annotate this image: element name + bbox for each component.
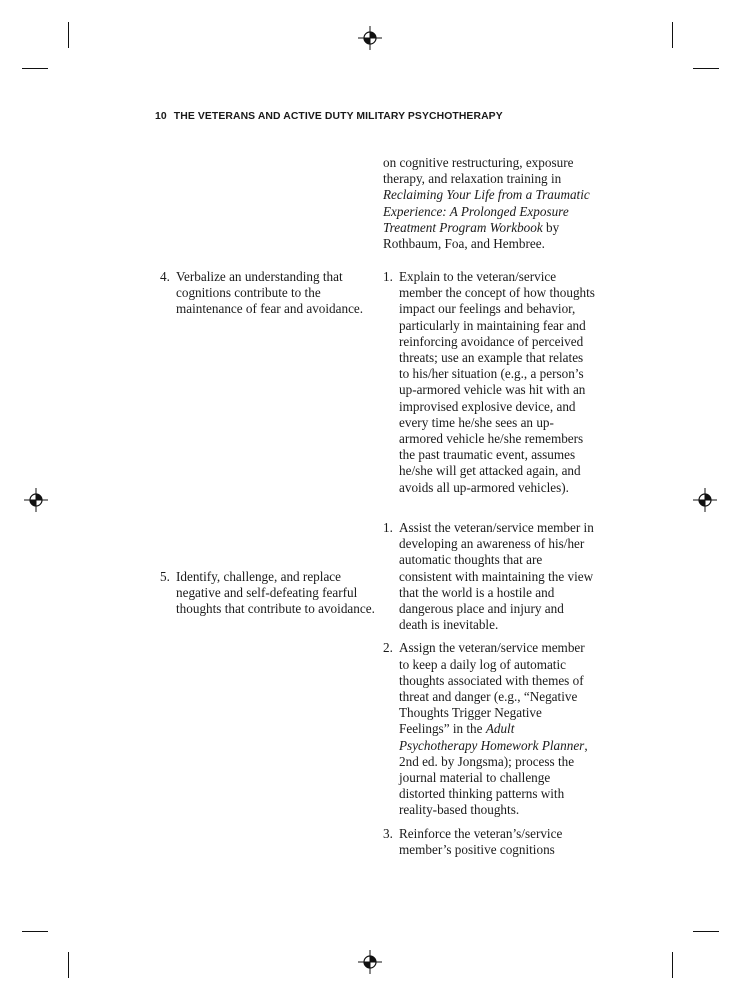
objective-item-5: [160, 569, 382, 618]
registration-mark-top-icon: [358, 26, 382, 50]
objective-item-4: [160, 269, 382, 318]
running-title: THE VETERANS AND ACTIVE DUTY MILITARY PSYCHOTHERAPY: [173, 111, 503, 122]
intervention-item: [383, 826, 595, 858]
intervention-item: [383, 640, 595, 818]
crop-mark-bottom-left-vertical: [68, 952, 69, 978]
continued-text-end: by Rothbaum, Foa, and Hembree.: [383, 219, 560, 252]
registration-mark-right-icon: [693, 488, 717, 512]
intervention-text-end: , 2nd ed. by Jongsma); process the journal material to challenge distorted thinking patterns with reality-based thoughts.: [399, 737, 588, 818]
intervention-number: 3.: [383, 825, 393, 841]
page-number: 10: [155, 111, 167, 122]
intervention-book-title: Adult Psychotherapy Homework Planner: [399, 721, 585, 753]
objective-5-interventions: [383, 520, 595, 865]
registration-mark-bottom-icon: [358, 950, 382, 974]
continued-text-start: on cognitive restructuring, exposure therapy, and relaxation training in: [383, 155, 574, 187]
intervention-text: Explain to the veteran/service member the concept of how thoughts impact our feelings and behavior, particularly in maintaining fear and reinforcing avoidance of perceived threats; use an example that relates to his/her situation (e.g., a person’s up-armored vehicle was hit with an improvised explosive device, and every time he/she sees an up-armored vehicle he/she remembers the past traumatic event, assumes he/she will get attacked again, and avoids all up-armored vehicles).: [399, 269, 595, 495]
crop-mark-top-left-horizontal: [22, 68, 48, 69]
intervention-item: [383, 269, 595, 496]
intervention-text: Reinforce the veteran’s/service member’s positive cognitions: [399, 825, 563, 857]
crop-mark-top-left-vertical: [68, 22, 69, 48]
crop-mark-bottom-right-vertical: [672, 952, 673, 978]
objective-text: Identify, challenge, and replace negative and self-defeating fearful thoughts that contribute to avoidance.: [176, 568, 375, 617]
intervention-text: Assist the veteran/service member in developing an awareness of his/her automatic thoughts that are consistent with maintaining the view that the world is a hostile and dangerous place and injury and death is inevitable.: [399, 520, 594, 633]
continued-intervention: [383, 155, 595, 252]
crop-mark-top-right-horizontal: [693, 68, 719, 69]
crop-mark-bottom-right-horizontal: [693, 931, 719, 932]
crop-mark-bottom-left-horizontal: [22, 931, 48, 932]
intervention-number: 2.: [383, 640, 393, 656]
intervention-item: [383, 520, 595, 633]
crop-mark-top-right-vertical: [672, 22, 673, 48]
objective-number: 5.: [160, 568, 170, 584]
registration-mark-left-icon: [24, 488, 48, 512]
objective-number: 4.: [160, 269, 170, 284]
running-header: [155, 111, 503, 122]
intervention-text-start: Assign the veteran/service member to keep a daily log of automatic thoughts associated with themes of threat and danger (e.g., “Negative Thoughts Trigger Negative Feelings” in the: [399, 640, 585, 737]
intervention-number: 1.: [383, 520, 393, 535]
continued-book-title: Reclaiming Your Life from a Traumatic Experience: A Prolonged Exposure Treatment Program Workbook: [383, 187, 590, 235]
intervention-number: 1.: [383, 269, 393, 284]
objective-4-interventions: [383, 269, 595, 503]
objective-text: Verbalize an understanding that cognitions contribute to the maintenance of fear and avoidance.: [176, 269, 364, 317]
